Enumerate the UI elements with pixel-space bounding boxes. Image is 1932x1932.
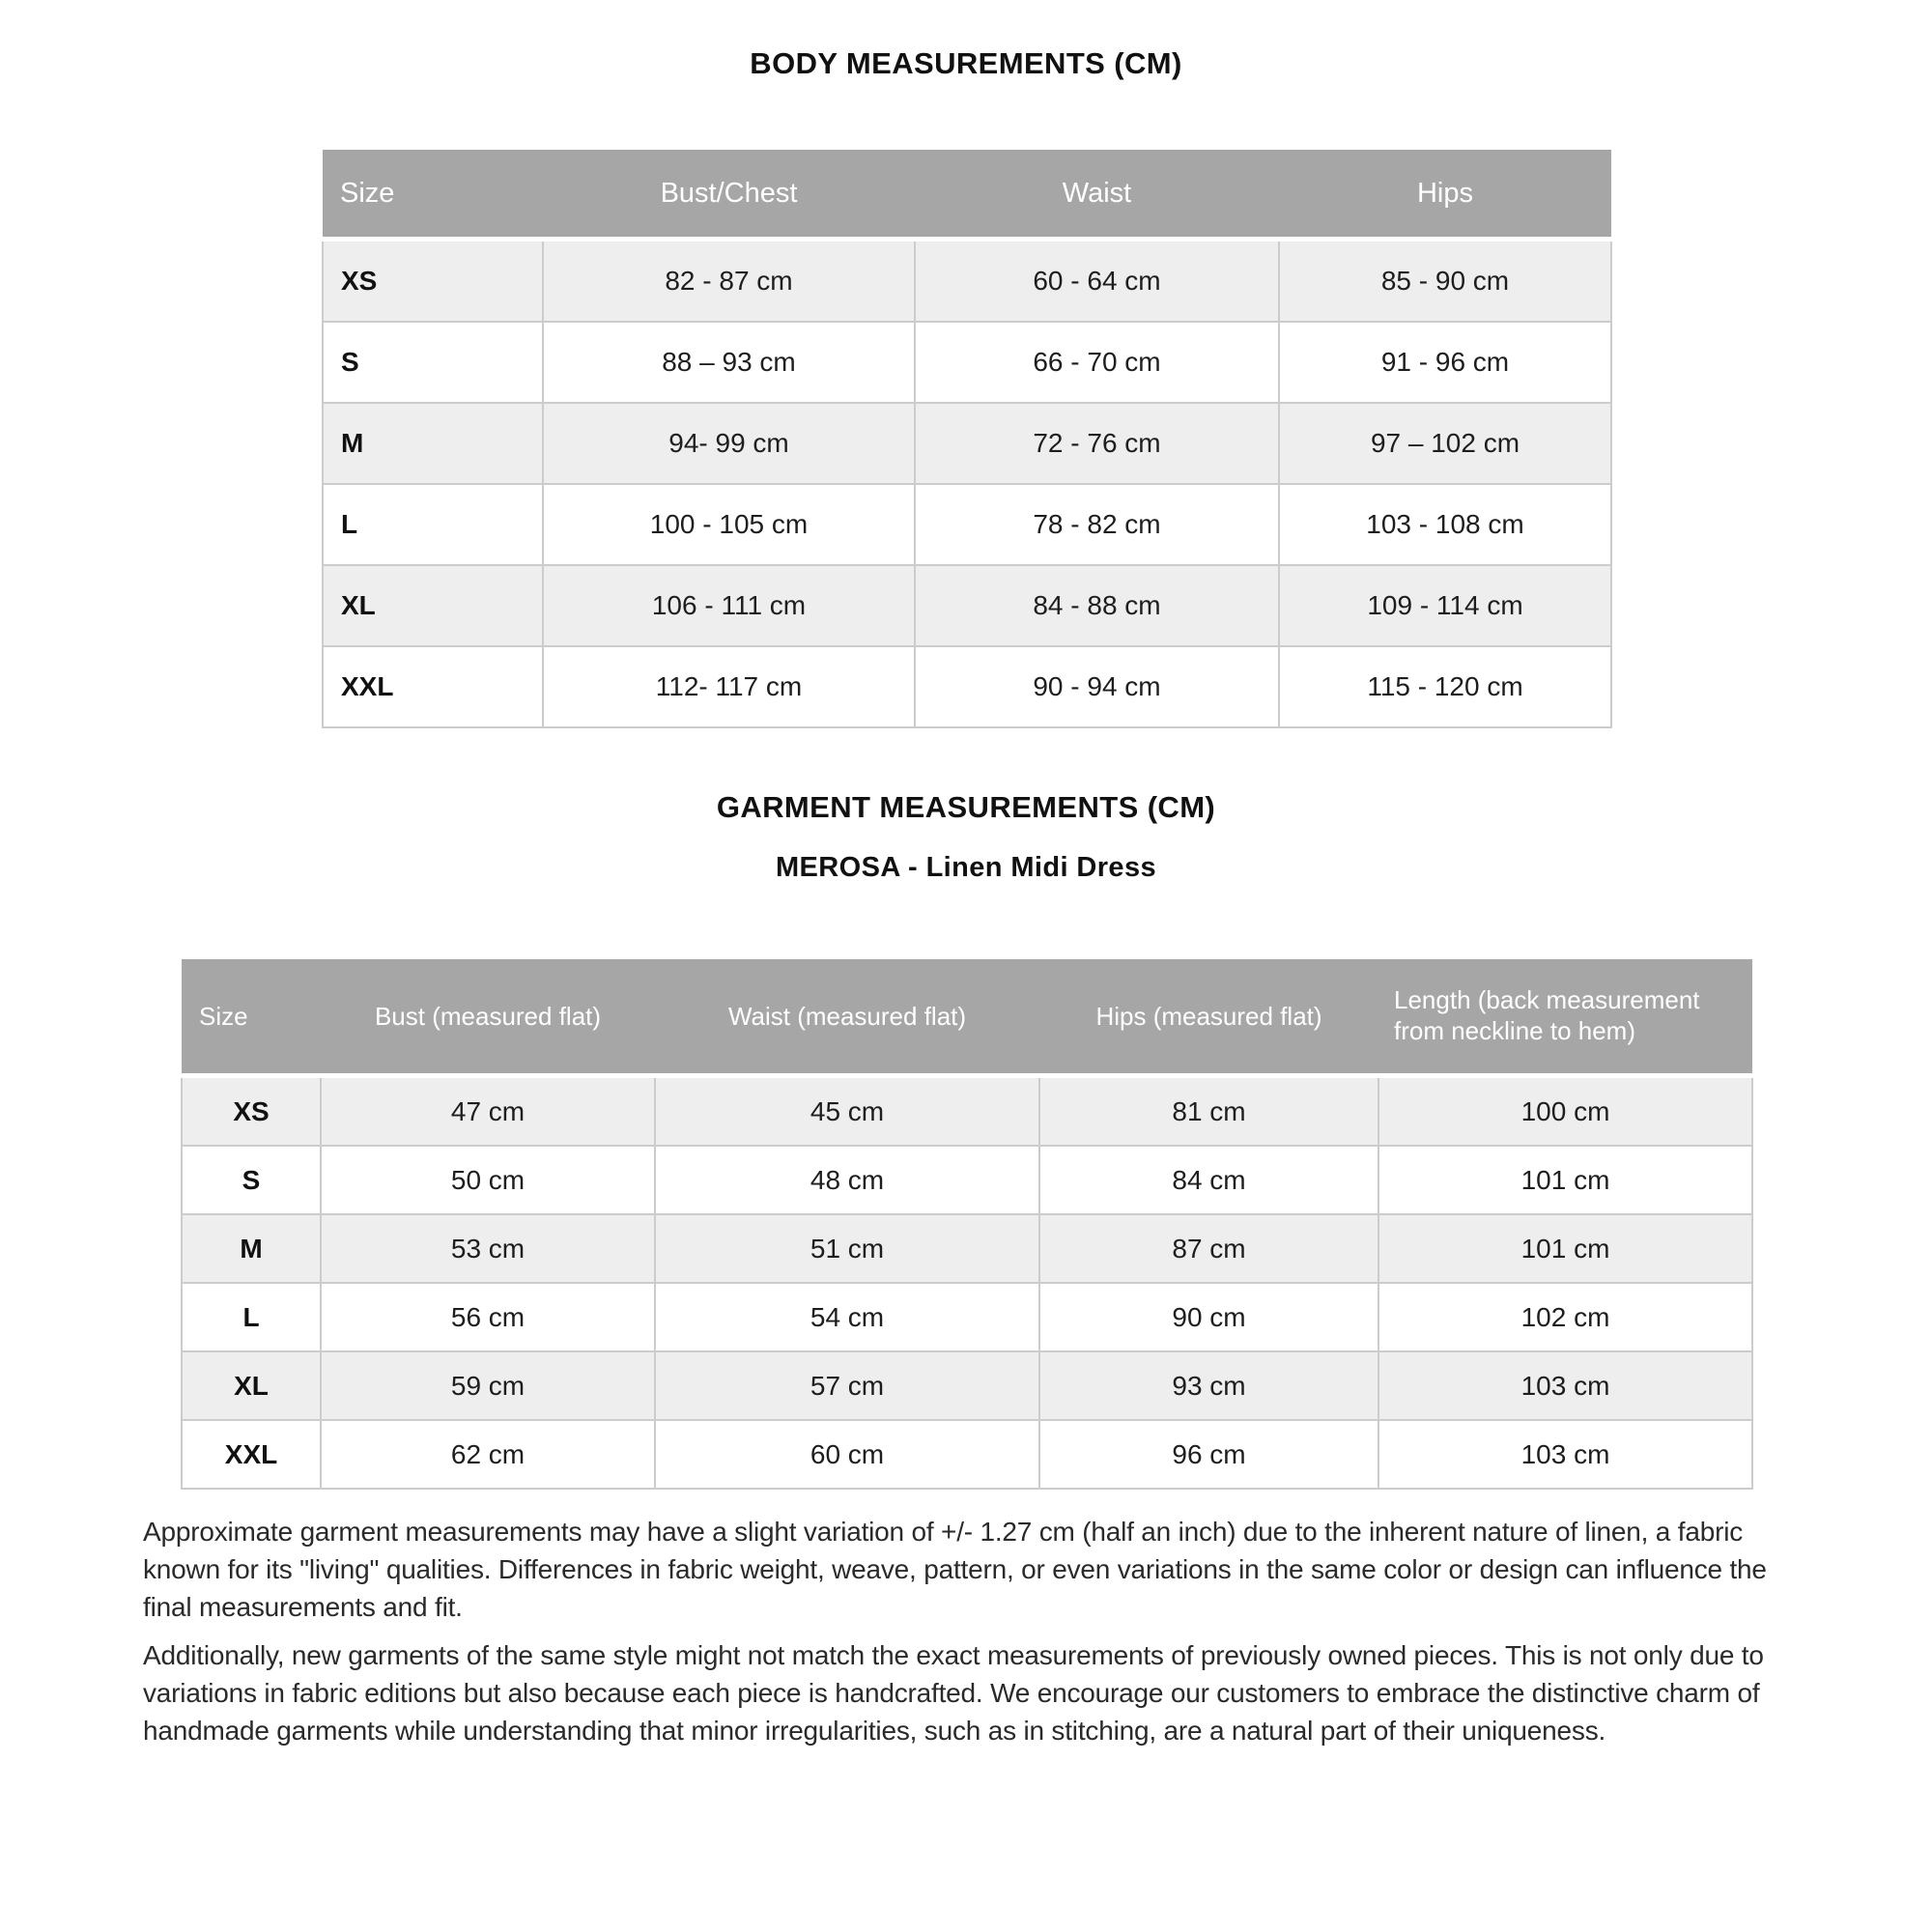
size-label: XXL bbox=[323, 646, 543, 727]
bust-value: 62 cm bbox=[321, 1420, 655, 1489]
body-col-header-bust: Bust/Chest bbox=[543, 150, 915, 240]
size-label: XS bbox=[323, 240, 543, 323]
size-label: XL bbox=[323, 565, 543, 646]
bust-value: 100 - 105 cm bbox=[543, 484, 915, 565]
garment-col-header-length: Length (back measurement from neckline to hem) bbox=[1378, 959, 1752, 1076]
hips-value: 93 cm bbox=[1039, 1351, 1378, 1420]
garment-measurements-table bbox=[181, 959, 1753, 1490]
bust-value: 106 - 111 cm bbox=[543, 565, 915, 646]
table-row bbox=[182, 1214, 1752, 1283]
size-label: L bbox=[323, 484, 543, 565]
handcrafted-disclaimer-paragraph: Additionally, new garments of the same style might not match the exact measurements of previously owned pieces. This is not only due to variations in fabric editions but also because each piece is handcrafted. We encourage our customers to embrace the distinctive charm of handmade garments while understanding that minor irregularities, such as in stitching, are a natural part of their uniqueness. bbox=[143, 1640, 1764, 1747]
garment-measurements-title: GARMENT MEASUREMENTS (CM) bbox=[716, 790, 1216, 824]
table-row bbox=[182, 1076, 1752, 1147]
hips-value: 85 - 90 cm bbox=[1279, 240, 1611, 323]
table-row bbox=[323, 484, 1611, 565]
length-value: 101 cm bbox=[1378, 1146, 1752, 1214]
waist-value: 72 - 76 cm bbox=[915, 403, 1279, 484]
bust-value: 59 cm bbox=[321, 1351, 655, 1420]
waist-value: 78 - 82 cm bbox=[915, 484, 1279, 565]
length-value: 103 cm bbox=[1378, 1420, 1752, 1489]
waist-value: 90 - 94 cm bbox=[915, 646, 1279, 727]
hips-value: 91 - 96 cm bbox=[1279, 322, 1611, 403]
table-row bbox=[323, 403, 1611, 484]
size-label: XL bbox=[182, 1351, 321, 1420]
waist-value: 45 cm bbox=[655, 1076, 1039, 1147]
size-label: XS bbox=[182, 1076, 321, 1147]
bust-value: 56 cm bbox=[321, 1283, 655, 1351]
bust-value: 50 cm bbox=[321, 1146, 655, 1214]
table-row bbox=[182, 1351, 1752, 1420]
body-col-header-waist: Waist bbox=[915, 150, 1279, 240]
body-measurements-title: BODY MEASUREMENTS (CM) bbox=[750, 46, 1182, 80]
hips-value: 115 - 120 cm bbox=[1279, 646, 1611, 727]
hips-value: 87 cm bbox=[1039, 1214, 1378, 1283]
garment-table-header-row bbox=[182, 959, 1752, 1076]
bust-value: 88 – 93 cm bbox=[543, 322, 915, 403]
waist-value: 48 cm bbox=[655, 1146, 1039, 1214]
table-row bbox=[323, 322, 1611, 403]
garment-col-header-waist: Waist (measured flat) bbox=[655, 959, 1039, 1076]
size-label: S bbox=[323, 322, 543, 403]
bust-value: 112- 117 cm bbox=[543, 646, 915, 727]
waist-value: 84 - 88 cm bbox=[915, 565, 1279, 646]
waist-value: 60 cm bbox=[655, 1420, 1039, 1489]
waist-value: 51 cm bbox=[655, 1214, 1039, 1283]
bust-value: 82 - 87 cm bbox=[543, 240, 915, 323]
hips-value: 81 cm bbox=[1039, 1076, 1378, 1147]
hips-value: 84 cm bbox=[1039, 1146, 1378, 1214]
length-value: 103 cm bbox=[1378, 1351, 1752, 1420]
waist-value: 66 - 70 cm bbox=[915, 322, 1279, 403]
length-value: 101 cm bbox=[1378, 1214, 1752, 1283]
body-col-header-hips: Hips bbox=[1279, 150, 1611, 240]
waist-value: 57 cm bbox=[655, 1351, 1039, 1420]
body-measurements-table bbox=[322, 150, 1612, 728]
bust-value: 47 cm bbox=[321, 1076, 655, 1147]
garment-col-header-size: Size bbox=[182, 959, 321, 1076]
garment-col-header-bust: Bust (measured flat) bbox=[321, 959, 655, 1076]
waist-value: 54 cm bbox=[655, 1283, 1039, 1351]
bust-value: 53 cm bbox=[321, 1214, 655, 1283]
table-row bbox=[182, 1146, 1752, 1214]
hips-value: 90 cm bbox=[1039, 1283, 1378, 1351]
hips-value: 97 – 102 cm bbox=[1279, 403, 1611, 484]
table-row bbox=[323, 565, 1611, 646]
size-label: M bbox=[323, 403, 543, 484]
hips-value: 109 - 114 cm bbox=[1279, 565, 1611, 646]
body-table-header-row bbox=[323, 150, 1611, 240]
bust-value: 94- 99 cm bbox=[543, 403, 915, 484]
waist-value: 60 - 64 cm bbox=[915, 240, 1279, 323]
body-col-header-size: Size bbox=[323, 150, 543, 240]
size-label: L bbox=[182, 1283, 321, 1351]
hips-value: 103 - 108 cm bbox=[1279, 484, 1611, 565]
product-name-subtitle: MEROSA - Linen Midi Dress bbox=[775, 852, 1157, 883]
size-label: S bbox=[182, 1146, 321, 1214]
table-row bbox=[182, 1283, 1752, 1351]
hips-value: 96 cm bbox=[1039, 1420, 1378, 1489]
table-row bbox=[323, 240, 1611, 323]
size-label: M bbox=[182, 1214, 321, 1283]
table-row bbox=[182, 1420, 1752, 1489]
length-value: 100 cm bbox=[1378, 1076, 1752, 1147]
length-value: 102 cm bbox=[1378, 1283, 1752, 1351]
garment-col-header-hips: Hips (measured flat) bbox=[1039, 959, 1378, 1076]
table-row bbox=[323, 646, 1611, 727]
size-label: XXL bbox=[182, 1420, 321, 1489]
variation-disclaimer-paragraph: Approximate garment measurements may have a slight variation of +/- 1.27 cm (half an inch) due to the inherent nature of linen, a fabric known for its "living" qualities. Differences in fabric weight, weave, pattern, or even variations in the same color or design can influence the final measurements and fit. bbox=[143, 1517, 1767, 1623]
